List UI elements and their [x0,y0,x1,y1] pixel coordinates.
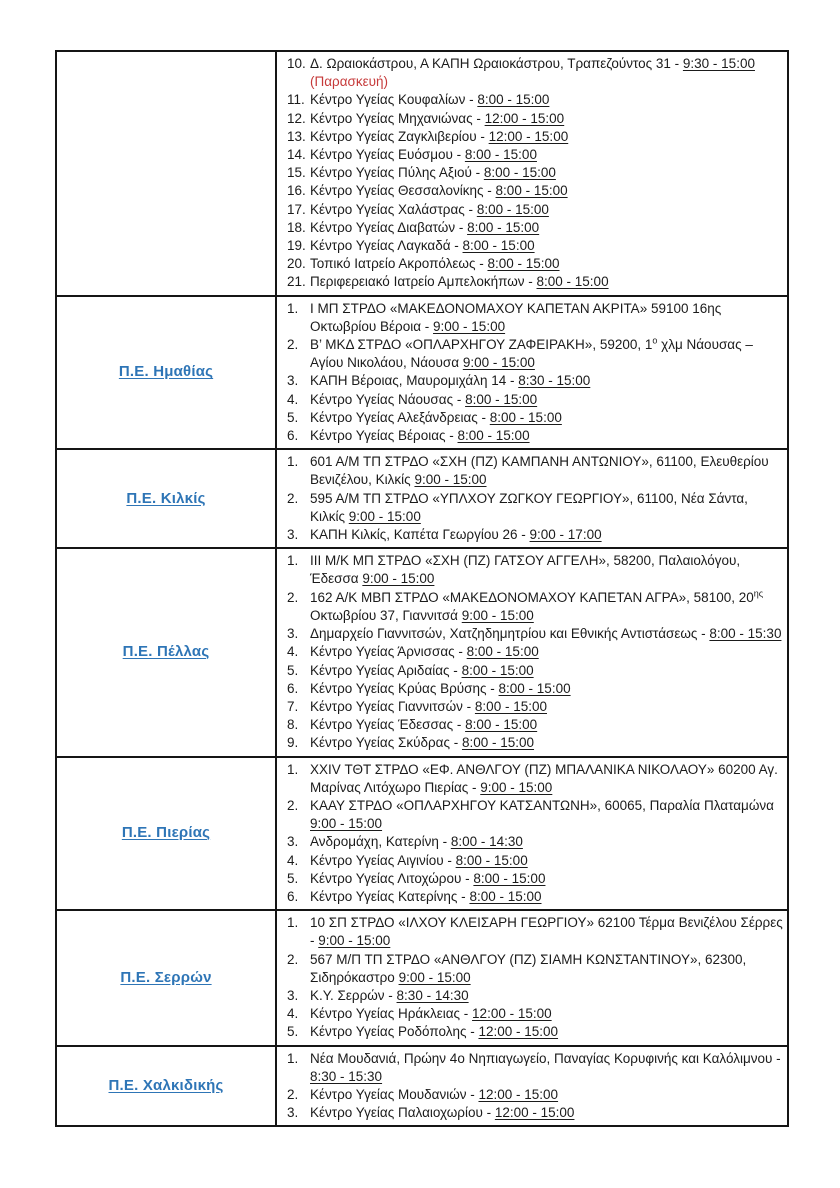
opening-hours: 8:00 - 15:00 [469,888,542,904]
location-text: 601 Α/Μ ΤΠ ΣΤΡΔΟ «ΣΧΗ (ΠΖ) ΚΑΜΠΑΝΗ ΑΝΤΩΝΙΟΥ», 61100, Ελευθερίου Βενιζέλου, Κιλκίς [310,454,769,488]
location-item [281,453,783,489]
superscript-text: ο [652,335,658,346]
opening-hours: 8:30 - 14:30 [396,987,469,1003]
region-cell [56,51,276,296]
location-text: Κέντρο Υγείας Αριδαίας - [310,662,462,678]
opening-hours: 9:00 - 15:00 [433,318,506,334]
opening-hours: 8:00 - 15:00 [498,680,571,696]
item-number: 2. [287,490,299,506]
location-text: ΙΙΙ Μ/Κ ΜΠ ΣΤΡΔΟ «ΣΧΗ (ΠΖ) ΓΑΤΣΟΥ ΑΓΓΕΛΗ», 58200, Παλαιολόγου, Έδεσσα [310,553,741,587]
item-number: 17. [287,201,306,217]
location-item [281,201,783,219]
locations-cell [276,910,788,1045]
opening-hours: 8:00 - 15:00 [487,256,560,272]
item-number: 9. [287,735,299,751]
item-number: 3. [287,1105,299,1121]
item-number: 3. [287,373,299,389]
opening-hours: 8:00 - 15:00 [467,219,540,235]
location-item [281,552,783,588]
item-number: 2. [287,337,299,353]
locations-cell [276,1046,788,1127]
locations-list [281,552,783,752]
location-item [281,1086,783,1104]
locations-list [281,761,783,907]
locations-list [281,914,783,1041]
location-text: ΚΑΠΗ Κιλκίς, Καπέτα Γεωργίου 26 - [310,527,530,543]
locations-cell [276,296,788,450]
opening-hours: 12:00 - 15:00 [472,1006,552,1022]
location-text: ΚΑΠΗ Βέροιας, Μαυρομιχάλη 14 - [310,373,519,389]
item-number: 8. [287,717,299,733]
location-item [281,55,783,91]
opening-hours: 8:00 - 15:00 [461,735,535,751]
item-number: 5. [287,1024,299,1040]
location-text: Κέντρο Υγείας Παλαιοχωρίου - [310,1105,495,1121]
item-number: 1. [287,1050,299,1066]
location-text: Νέα Μουδανιά, Πρώην 4ο Νηπιαγωγείο, Παναγίας Κορυφινής και Καλόλιμνου - [310,1050,781,1066]
location-item [281,409,783,427]
location-text: Κέντρο Υγείας Κρύας Βρύσης - [310,680,499,696]
location-text: Περιφερειακό Ιατρείο Αμπελοκήπων - [310,274,537,290]
location-text: Δ. Ωραιοκάστρου, Α ΚΑΠΗ Ωραιοκάστρου, Τραπεζούντος 31 - [310,56,683,71]
item-number: 2. [287,589,299,605]
region-cell [56,910,276,1045]
locations-list [281,300,783,446]
location-text: χλμ Νάουσας – Αγίου Νικολάου, Νάουσα [310,337,753,371]
region-cell [56,449,276,548]
location-text: Δημαρχείο Γιαννιτσών, Χατζηδημητρίου και Εθνικής Αντιστάσεως - [310,626,710,642]
location-item [281,888,783,906]
location-item [281,146,783,164]
location-item [281,427,783,445]
location-item [281,182,783,200]
location-item [281,643,783,661]
item-number: 20. [287,256,306,272]
table-row [56,1046,788,1127]
item-number: 19. [287,238,306,254]
location-text: Κέντρο Υγείας Σκύδρας - [310,735,462,751]
location-text: ΚΑΑΥ ΣΤΡΔΟ «ΟΠΛΑΡΧΗΓΟΥ ΚΑΤΣΑΝΤΩΝΗ», 60065, Παραλία Πλαταμώνα [310,797,774,813]
opening-hours: 9:00 - 15:00 [414,472,487,488]
opening-hours: 9:00 - 15:00 [462,355,535,371]
location-text: Τοπικό Ιατρείο Ακροπόλεως - [310,256,488,272]
location-item [281,219,783,237]
location-text: Κέντρο Υγείας Ευόσμου - [310,147,465,163]
location-text: Οκτωβρίου 37, Γιαννιτσά [310,607,462,623]
opening-hours: 8:00 - 15:00 [474,698,547,714]
location-item [281,1005,783,1023]
item-number: 3. [287,987,299,1003]
location-text: Ανδρομάχη, Κατερίνη - [310,834,451,850]
location-text: 567 Μ/Π ΤΠ ΣΤΡΔΟ «ΑΝΘΛΓΟΥ (ΠΖ) ΣΙΑΜΗ ΚΩΝΣΤΑΝΤΙΝΟΥ», 62300, Σιδηρόκαστρο [310,951,747,985]
location-text: 162 Α/Κ ΜΒΠ ΣΤΡΔΟ «ΜΑΚΕΔΟΝΟΜΑΧΟΥ ΚΑΠΕΤΑΝ ΑΓΡΑ», 58100, 20 [310,589,754,605]
opening-hours: 8:00 - 15:30 [709,626,782,642]
location-text: Κέντρο Υγείας Βέροιας - [310,428,458,444]
region-link[interactable]: Π.Ε. Σερρών [120,968,212,986]
location-text: Κέντρο Υγείας Μηχανιώνας - [310,110,485,126]
table-row [56,51,788,296]
item-number: 21. [287,274,306,290]
item-number: 1. [287,553,299,569]
location-item [281,110,783,128]
item-number: 16. [287,183,306,199]
opening-hours: 8:00 - 15:00 [465,717,538,733]
opening-hours: 9:00 - 15:00 [398,969,471,985]
opening-hours: 8:00 - 15:00 [455,852,528,868]
item-number: 14. [287,147,306,163]
location-item [281,526,783,544]
opening-hours: 12:00 - 15:00 [494,1105,575,1121]
location-text: Κέντρο Υγείας Διαβατών - [310,219,468,235]
region-link[interactable]: Π.Ε. Κιλκίς [126,489,206,507]
locations-cell [276,51,788,296]
health-centers-table [55,50,789,1127]
location-text: Κέντρο Υγείας Λαγκαδά - [310,238,463,254]
location-text: Κέντρο Υγείας Ζαγκλιβερίου - [310,128,489,144]
item-number: 1. [287,761,299,777]
location-item [281,300,783,336]
location-text: Κ.Υ. Σερρών - [310,987,397,1003]
item-number: 1. [287,300,299,316]
location-text: Κέντρο Υγείας Γιαννιτσών - [310,698,475,714]
location-item [281,391,783,409]
item-number: 15. [287,165,306,181]
opening-hours: 9:00 - 15:00 [318,933,391,949]
location-item [281,1104,783,1122]
region-link[interactable]: Π.Ε. Ημαθίας [118,363,214,381]
location-item [281,852,783,870]
item-number: 4. [287,1006,299,1022]
location-item [281,716,783,734]
location-item [281,987,783,1005]
opening-hours: 9:00 - 15:00 [480,779,553,795]
item-number: 5. [287,662,299,678]
location-text: Ι ΜΠ ΣΤΡΔΟ «ΜΑΚΕΔΟΝΟΜΑΧΟΥ ΚΑΠΕΤΑΝ ΑΚΡΙΤΑ» 59100 16ης Οκτωβρίου Βέροια - [310,300,722,334]
item-number: 7. [287,698,299,714]
opening-hours: 8:00 - 15:00 [477,92,550,108]
item-number: 13. [287,128,306,144]
opening-hours: 12:00 - 15:00 [478,1086,559,1102]
location-text: Κέντρο Υγείας Λιτοχώρου - [310,870,474,886]
table-row [56,757,788,911]
item-number: 10. [287,56,306,71]
location-item [281,273,783,291]
region-link[interactable]: Π.Ε. Πέλλας [122,643,210,661]
opening-hours: 8:00 - 15:00 [466,644,539,660]
opening-hours: 8:00 - 15:00 [476,201,549,217]
location-item [281,237,783,255]
location-text: Κέντρο Υγείας Αλεξάνδρειας - [310,409,490,425]
table-row [56,296,788,450]
item-number: 18. [287,219,306,235]
location-item [281,761,783,797]
location-item [281,625,783,643]
opening-hours: 8:00 - 15:00 [489,409,562,425]
opening-hours: 9:00 - 15:00 [310,816,383,832]
item-number: 6. [287,888,299,904]
location-item [281,914,783,950]
location-text: Κέντρο Υγείας Κουφαλίων - [310,92,478,108]
opening-hours: 8:00 - 15:00 [464,147,537,163]
location-text: Κέντρο Υγείας Αιγινίου - [310,852,456,868]
opening-hours: 8:30 - 15:30 [310,1068,383,1084]
opening-hours: 8:00 - 15:00 [495,183,568,199]
location-text: Κέντρο Υγείας Έδεσσας - [310,717,466,733]
locations-cell [276,449,788,548]
item-number: 6. [287,428,299,444]
item-number: 3. [287,626,299,642]
location-text: Κέντρο Υγείας Χαλάστρας - [310,201,477,217]
opening-hours: 9:00 - 15:00 [362,571,435,587]
locations-list [281,1050,783,1123]
location-text: Κέντρο Υγείας Πύλης Αξιού - [310,165,484,181]
item-number: 6. [287,680,299,696]
locations-list [281,453,783,544]
location-item [281,589,783,625]
location-item [281,255,783,273]
superscript-text: ης [753,588,764,599]
opening-hours: 8:00 - 15:00 [465,391,538,407]
locations-list [281,55,783,292]
item-number: 12. [287,110,306,126]
item-number: 5. [287,870,299,886]
location-text: Κέντρο Υγείας Νάουσας - [310,391,466,407]
region-cell [56,296,276,450]
opening-hours: 8:00 - 15:00 [536,274,609,290]
location-item [281,734,783,752]
location-text: Κέντρο Υγείας Άρνισσας - [310,644,467,660]
table-row [56,548,788,756]
opening-hours: 8:00 - 15:00 [483,165,556,181]
location-item [281,680,783,698]
location-text: 10 ΣΠ ΣΤΡΔΟ «ΙΛΧΟΥ ΚΛΕΙΣΑΡΗ ΓΕΩΡΓΙΟΥ» 62100 Τέρμα Βενιζέλου Σέρρες - [310,915,783,949]
location-text: 595 Α/Μ ΤΠ ΣΤΡΔΟ «ΥΠΛΧΟΥ ΖΩΓΚΟΥ ΓΕΩΡΓΙΟΥ», 61100, Νέα Σάντα, Κιλκίς [310,490,748,524]
location-item [281,128,783,146]
opening-hours: 9:30 - 15:00 [682,56,755,71]
locations-cell [276,548,788,756]
item-number: 2. [287,797,299,813]
day-note: (Παρασκευή) [310,74,389,90]
item-number: 4. [287,852,299,868]
location-item [281,1050,783,1086]
item-number: 1. [287,915,299,931]
item-number: 2. [287,1086,299,1102]
item-number: 3. [287,834,299,850]
location-text: Κέντρο Υγείας Ηράκλειας - [310,1006,473,1022]
location-text: Κέντρο Υγείας Μουδανιών - [310,1086,479,1102]
item-number: 4. [287,391,299,407]
item-number: 11. [287,92,305,108]
item-number: 3. [287,527,299,543]
region-cell [56,757,276,911]
opening-hours: 8:00 - 15:00 [473,870,546,886]
location-item [281,833,783,851]
opening-hours: 9:00 - 15:00 [348,508,421,524]
location-item [281,490,783,526]
opening-hours: 8:00 - 14:30 [450,834,523,850]
location-text: Κέντρο Υγείας Κατερίνης - [310,888,470,904]
location-item [281,951,783,987]
opening-hours: 12:00 - 15:00 [478,1024,559,1040]
location-item [281,1023,783,1041]
location-item [281,164,783,182]
item-number: 2. [287,951,299,967]
opening-hours: 8:30 - 15:00 [518,373,591,389]
locations-cell [276,757,788,911]
location-item [281,372,783,390]
region-cell [56,548,276,756]
item-number: 1. [287,454,299,470]
location-text: Κέντρο Υγείας Θεσσαλονίκης - [310,183,496,199]
opening-hours: 9:00 - 17:00 [529,527,602,543]
table-row [56,910,788,1045]
location-item [281,91,783,109]
item-number: 5. [287,409,299,425]
item-number: 4. [287,644,299,660]
location-item [281,336,783,372]
location-item [281,662,783,680]
region-link[interactable]: Π.Ε. Χαλκιδικής [108,1076,224,1094]
opening-hours: 8:00 - 15:00 [461,662,534,678]
opening-hours: 12:00 - 15:00 [488,128,569,144]
opening-hours: 8:00 - 15:00 [462,238,535,254]
table-row [56,449,788,548]
opening-hours: 9:00 - 15:00 [461,607,534,623]
opening-hours: 12:00 - 15:00 [484,110,565,126]
location-item [281,797,783,833]
location-item [281,870,783,888]
opening-hours: 8:00 - 15:00 [457,428,530,444]
region-link[interactable]: Π.Ε. Πιερίας [121,824,211,842]
region-cell [56,1046,276,1127]
location-text: XXIV ΤΘΤ ΣΤΡΔΟ «ΕΦ. ΑΝΘΛΓΟΥ (ΠΖ) ΜΠΑΛΑΝΙΚΑ ΝΙΚΟΛΑΟΥ» 60200 Αγ. Μαρίνας Λιτόχωρο Πιερίας - [310,761,778,795]
location-item [281,698,783,716]
location-text: Β’ ΜΚΔ ΣΤΡΔΟ «ΟΠΛΑΡΧΗΓΟΥ ΖΑΦΕΙΡΑΚΗ», 59200, 1 [310,337,653,353]
location-text: Κέντρο Υγείας Ροδόπολης - [310,1024,479,1040]
